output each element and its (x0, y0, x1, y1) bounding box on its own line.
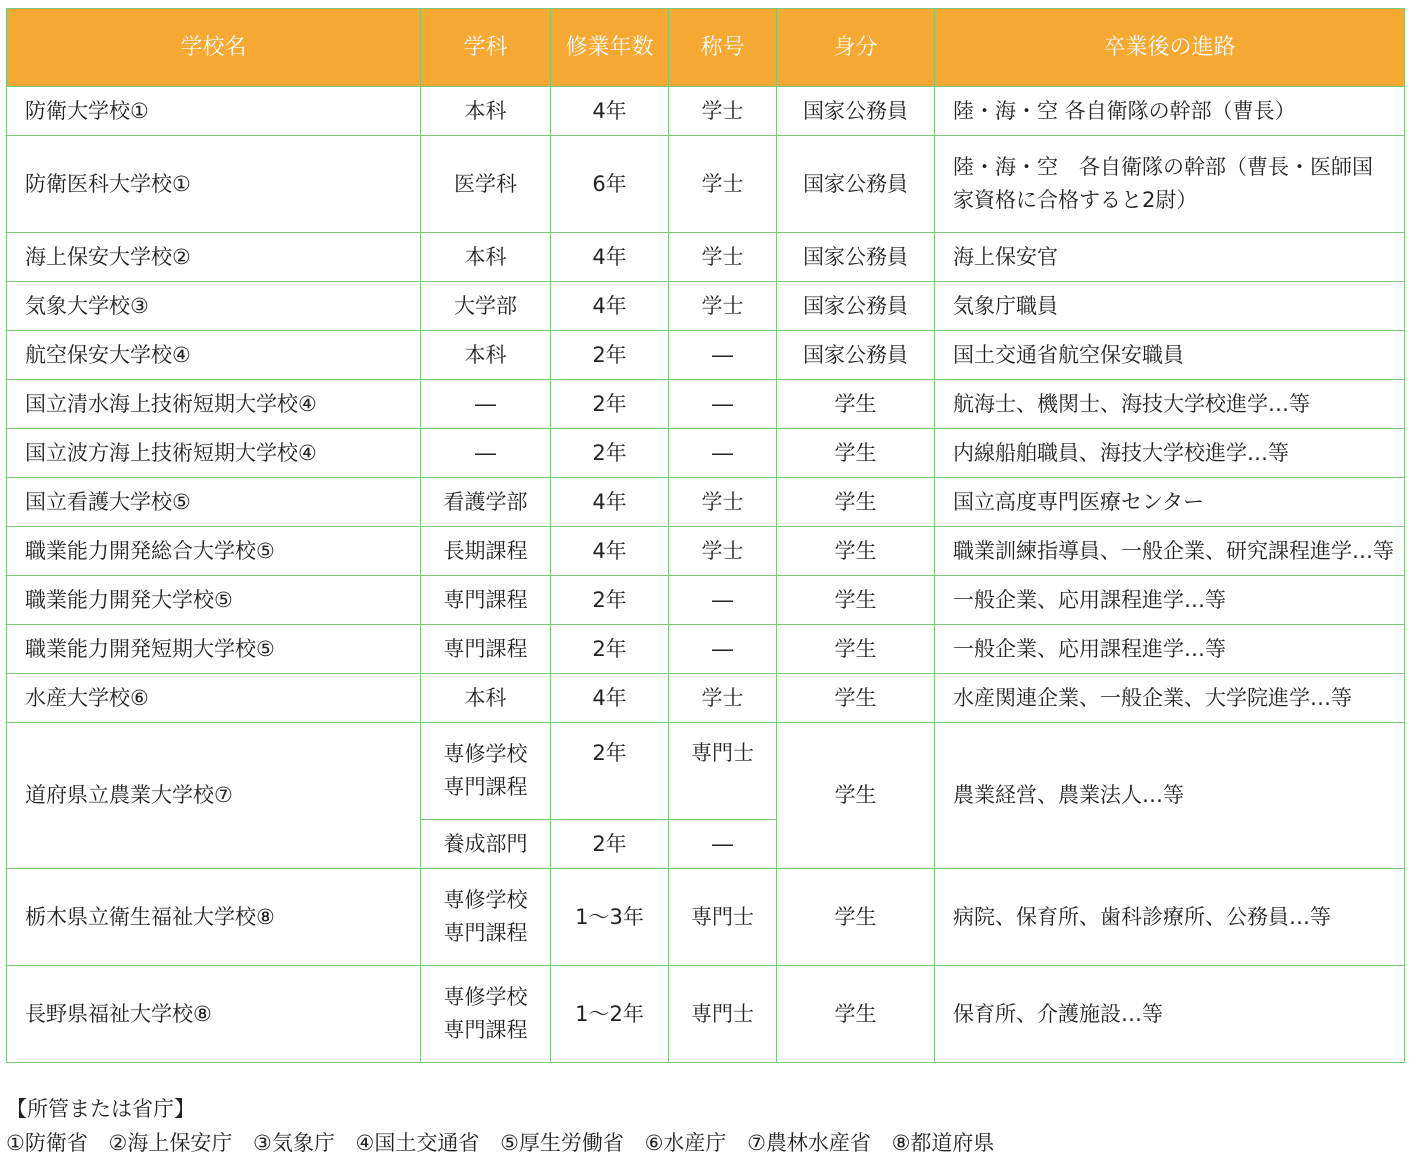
legend-item: ③気象庁 (253, 1131, 335, 1155)
department: ― (421, 380, 551, 429)
school-name: 気象大学校③ (7, 282, 421, 331)
legend-item: ⑥水産庁 (644, 1131, 727, 1155)
years: 2年 (551, 723, 669, 820)
department (421, 723, 551, 820)
years: 2年 (551, 576, 669, 625)
degree-title: ― (669, 625, 777, 674)
table-row (7, 380, 1405, 429)
years: 4年 (551, 527, 669, 576)
table-header-row (7, 9, 1405, 87)
status: 学生 (777, 723, 935, 869)
department: 大学部 (421, 282, 551, 331)
department-line: 専修学校 (443, 742, 528, 766)
legend-item: ⑦農林水産省 (747, 1131, 871, 1155)
years: 2年 (551, 429, 669, 478)
department: 本科 (421, 674, 551, 723)
table-row (7, 87, 1405, 136)
legend-item: ⑧都道府県 (891, 1131, 995, 1155)
status: 学生 (777, 478, 935, 527)
table-row (7, 478, 1405, 527)
header-status: 身分 (777, 9, 935, 87)
table-row (7, 625, 1405, 674)
header-degree-title: 称号 (669, 9, 777, 87)
years: 4年 (551, 478, 669, 527)
table-row (7, 331, 1405, 380)
table-row (7, 136, 1405, 233)
years: 4年 (551, 87, 669, 136)
school-name: 道府県立農業大学校⑦ (7, 723, 421, 869)
header-career: 卒業後の進路 (935, 9, 1405, 87)
header-years: 修業年数 (551, 9, 669, 87)
career-line: 家資格に合格すると2尉） (953, 188, 1198, 212)
degree-title: 専門士 (669, 966, 777, 1063)
years: 4年 (551, 282, 669, 331)
department: ― (421, 429, 551, 478)
status: 学生 (777, 380, 935, 429)
career (935, 136, 1405, 233)
department-line: 専門課程 (443, 1018, 528, 1042)
years: 6年 (551, 136, 669, 233)
table-row (7, 429, 1405, 478)
school-name: 国立看護大学校⑤ (7, 478, 421, 527)
header-department: 学科 (421, 9, 551, 87)
years: 2年 (551, 820, 669, 869)
degree-title: 学士 (669, 233, 777, 282)
career: 農業経営、農業法人…等 (935, 723, 1405, 869)
degree-title: 学士 (669, 282, 777, 331)
degree-title: ― (669, 331, 777, 380)
career: 内線船舶職員、海技大学校進学…等 (935, 429, 1405, 478)
degree-title: 学士 (669, 136, 777, 233)
degree-title: 学士 (669, 478, 777, 527)
school-name: 国立清水海上技術短期大学校④ (7, 380, 421, 429)
career: 一般企業、応用課程進学…等 (935, 576, 1405, 625)
status: 国家公務員 (777, 331, 935, 380)
status: 国家公務員 (777, 233, 935, 282)
department-line: 専修学校 (443, 888, 528, 912)
status: 学生 (777, 966, 935, 1063)
department: 本科 (421, 87, 551, 136)
status: 学生 (777, 674, 935, 723)
career: 気象庁職員 (935, 282, 1405, 331)
department: 看護学部 (421, 478, 551, 527)
school-name: 防衛大学校① (7, 87, 421, 136)
table-row (7, 869, 1405, 966)
department: 長期課程 (421, 527, 551, 576)
department: 専門課程 (421, 576, 551, 625)
school-name: 職業能力開発短期大学校⑤ (7, 625, 421, 674)
school-name: 職業能力開発総合大学校⑤ (7, 527, 421, 576)
degree-title: ― (669, 820, 777, 869)
degree-title: ― (669, 576, 777, 625)
career: 国土交通省航空保安職員 (935, 331, 1405, 380)
career: 航海士、機関士、海技大学校進学…等 (935, 380, 1405, 429)
years: 1～2年 (551, 966, 669, 1063)
school-name: 海上保安大学校② (7, 233, 421, 282)
schools-table (6, 8, 1405, 1063)
table-row (7, 282, 1405, 331)
department: 本科 (421, 233, 551, 282)
degree-title: 学士 (669, 87, 777, 136)
legend-item: ①防衛省 (6, 1131, 88, 1155)
ministry-legend (6, 1092, 1008, 1160)
table-row (7, 723, 1405, 820)
table-row (7, 966, 1405, 1063)
career: 保育所、介護施設…等 (935, 966, 1405, 1063)
table-row (7, 674, 1405, 723)
table-row (7, 527, 1405, 576)
years: 1～3年 (551, 869, 669, 966)
table-row (7, 576, 1405, 625)
degree-title: ― (669, 429, 777, 478)
school-name: 長野県福祉大学校⑧ (7, 966, 421, 1063)
legend-list (6, 1126, 1008, 1160)
degree-title: 専門士 (669, 869, 777, 966)
years: 2年 (551, 331, 669, 380)
legend-item: ④国土交通省 (355, 1131, 480, 1155)
career: 職業訓練指導員、一般企業、研究課程進学…等 (935, 527, 1405, 576)
degree-title: 専門士 (669, 723, 777, 820)
status: 学生 (777, 527, 935, 576)
status: 学生 (777, 576, 935, 625)
status: 国家公務員 (777, 282, 935, 331)
years: 2年 (551, 625, 669, 674)
legend-item: ②海上保安庁 (108, 1131, 233, 1155)
career-line: 陸・海・空 各自衛隊の幹部（曹長・医師国 (953, 155, 1373, 179)
legend-heading: 【所管または省庁】 (6, 1097, 195, 1121)
career: 陸・海・空 各自衛隊の幹部（曹長） (935, 87, 1405, 136)
years: 4年 (551, 674, 669, 723)
status: 学生 (777, 429, 935, 478)
school-name: 職業能力開発大学校⑤ (7, 576, 421, 625)
department-line: 専修学校 (443, 985, 528, 1009)
school-name: 航空保安大学校④ (7, 331, 421, 380)
status: 学生 (777, 869, 935, 966)
status: 学生 (777, 625, 935, 674)
school-name: 防衛医科大学校① (7, 136, 421, 233)
department: 専門課程 (421, 625, 551, 674)
department (421, 966, 551, 1063)
school-name: 国立波方海上技術短期大学校④ (7, 429, 421, 478)
degree-title: ― (669, 380, 777, 429)
school-name: 水産大学校⑥ (7, 674, 421, 723)
years: 4年 (551, 233, 669, 282)
department: 医学科 (421, 136, 551, 233)
department (421, 869, 551, 966)
department-line: 専門課程 (443, 775, 528, 799)
degree-title: 学士 (669, 674, 777, 723)
career: 病院、保育所、歯科診療所、公務員…等 (935, 869, 1405, 966)
career: 水産関連企業、一般企業、大学院進学…等 (935, 674, 1405, 723)
department: 本科 (421, 331, 551, 380)
legend-item: ⑤厚生労働省 (500, 1131, 624, 1155)
career: 一般企業、応用課程進学…等 (935, 625, 1405, 674)
department: 養成部門 (421, 820, 551, 869)
school-name: 栃木県立衛生福祉大学校⑧ (7, 869, 421, 966)
department-line: 専門課程 (443, 921, 528, 945)
table-row (7, 233, 1405, 282)
career: 国立高度専門医療センター (935, 478, 1405, 527)
career: 海上保安官 (935, 233, 1405, 282)
degree-title: 学士 (669, 527, 777, 576)
status: 国家公務員 (777, 87, 935, 136)
years: 2年 (551, 380, 669, 429)
status: 国家公務員 (777, 136, 935, 233)
header-school-name: 学校名 (7, 9, 421, 87)
